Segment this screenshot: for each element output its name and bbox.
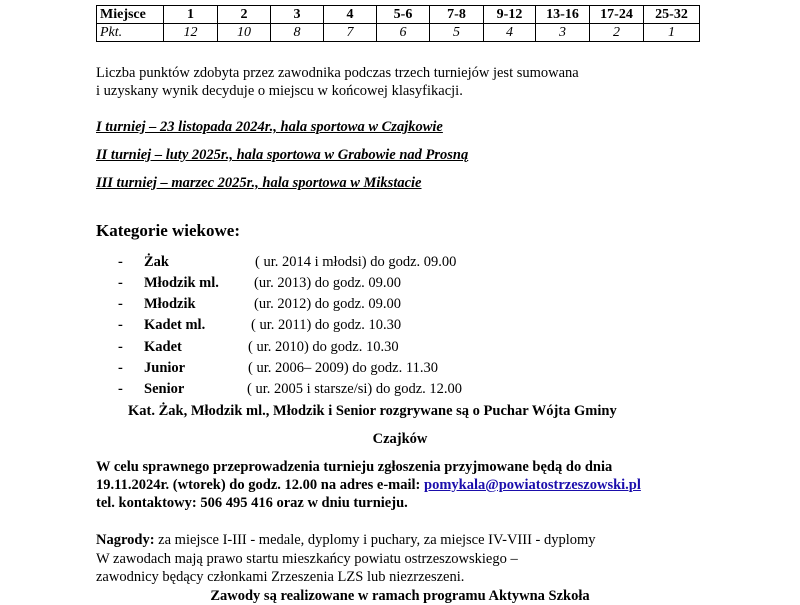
category-name: Junior	[144, 360, 186, 376]
list-dash: -	[118, 381, 123, 397]
registration-text: 19.11.2024r. (wtorek) do godz. 12.00 na adres e-mail:	[96, 477, 424, 493]
category-name: Senior	[144, 381, 185, 397]
tournament-3: III turniej – marzec 2025r., hala sportowa w Mikstacie	[96, 175, 422, 191]
registration-line-3: tel. kontaktowy: 506 495 416 oraz w dniu turnieju.	[96, 495, 408, 511]
category-name: Kadet	[144, 339, 182, 355]
intro-line-2: i uzyskany wynik decyduje o miejscu w końcowej klasyfikacji.	[96, 83, 463, 99]
category-info: ( ur. 2011) do godz. 10.30	[251, 317, 402, 333]
points-table-header-row	[97, 6, 700, 24]
table-cell: 9-12	[484, 6, 536, 24]
table-cell: 5	[430, 24, 484, 42]
tournament-2: II turniej – luty 2025r., hala sportowa w Grabowie nad Prosną	[96, 147, 469, 163]
list-dash: -	[118, 275, 123, 291]
category-info: (ur. 2013) do godz. 09.00	[254, 275, 401, 291]
table-cell: 10	[218, 24, 271, 42]
eligibility-line-2: zawodnicy będący członkami Zrzeszenia LZS lub niezrzeszeni.	[96, 569, 465, 585]
table-cell: 12	[164, 24, 218, 42]
prizes-label: Nagrody:	[96, 532, 155, 548]
table-cell: 2	[590, 24, 644, 42]
cup-line-1: Kat. Żak, Młodzik ml., Młodzik i Senior rozgrywane są o Puchar Wójta Gminy	[128, 403, 617, 419]
list-dash: -	[118, 254, 123, 270]
table-cell: 1	[164, 6, 218, 24]
table-cell: Miejsce	[97, 6, 164, 24]
table-cell: 13-16	[536, 6, 590, 24]
tournament-1: I turniej – 23 listopada 2024r., hala sportowa w Czajkowie	[96, 119, 443, 135]
table-cell: 3	[536, 24, 590, 42]
table-cell: 17-24	[590, 6, 644, 24]
table-cell: 6	[377, 24, 430, 42]
list-dash: -	[118, 360, 123, 376]
table-cell: 7	[324, 24, 377, 42]
cup-line-2: Czajków	[372, 431, 428, 447]
categories-heading: Kategorie wiekowe:	[96, 221, 240, 240]
points-table-points-row	[97, 24, 700, 42]
category-info: ( ur. 2014 i młodsi) do godz. 09.00	[255, 254, 457, 270]
table-cell: 5-6	[377, 6, 430, 24]
category-info: (ur. 2012) do godz. 09.00	[254, 296, 401, 312]
table-cell: 1	[644, 24, 700, 42]
list-dash: -	[118, 339, 123, 355]
table-cell: 2	[218, 6, 271, 24]
registration-line-2	[96, 477, 641, 494]
list-dash: -	[118, 317, 123, 333]
email-link[interactable]: pomykala@powiatostrzeszowski.pl	[424, 477, 641, 493]
table-cell: 4	[484, 24, 536, 42]
eligibility-line-1: W zawodach mają prawo startu mieszkańcy powiatu ostrzeszowskiego –	[96, 551, 518, 567]
registration-line-1: W celu sprawnego przeprowadzenia turnieju zgłoszenia przyjmowane będą do dnia	[96, 459, 613, 475]
table-cell: 3	[271, 6, 324, 24]
table-cell: 25-32	[644, 6, 700, 24]
points-table	[96, 5, 700, 42]
category-name: Kadet ml.	[144, 317, 206, 333]
prizes-text: za miejsce I-III - medale, dyplomy i puchary, za miejsce IV-VIII - dyplomy	[154, 532, 596, 548]
table-cell: 8	[271, 24, 324, 42]
category-name: Młodzik ml.	[144, 275, 219, 291]
category-name: Żak	[144, 254, 169, 270]
list-dash: -	[118, 296, 123, 312]
table-cell: Pkt.	[97, 24, 164, 42]
table-cell: 7-8	[430, 6, 484, 24]
category-info: ( ur. 2005 i starsze/si) do godz. 12.00	[247, 381, 463, 397]
category-info: ( ur. 2006– 2009) do godz. 11.30	[248, 360, 438, 376]
prizes-line	[96, 532, 596, 549]
category-info: ( ur. 2010) do godz. 10.30	[248, 339, 399, 355]
intro-line-1: Liczba punktów zdobyta przez zawodnika podczas trzech turniejów jest sumowana	[96, 65, 579, 81]
table-cell: 4	[324, 6, 377, 24]
category-name: Młodzik	[144, 296, 196, 312]
program-line: Zawody są realizowane w ramach programu Aktywna Szkoła	[210, 588, 590, 604]
